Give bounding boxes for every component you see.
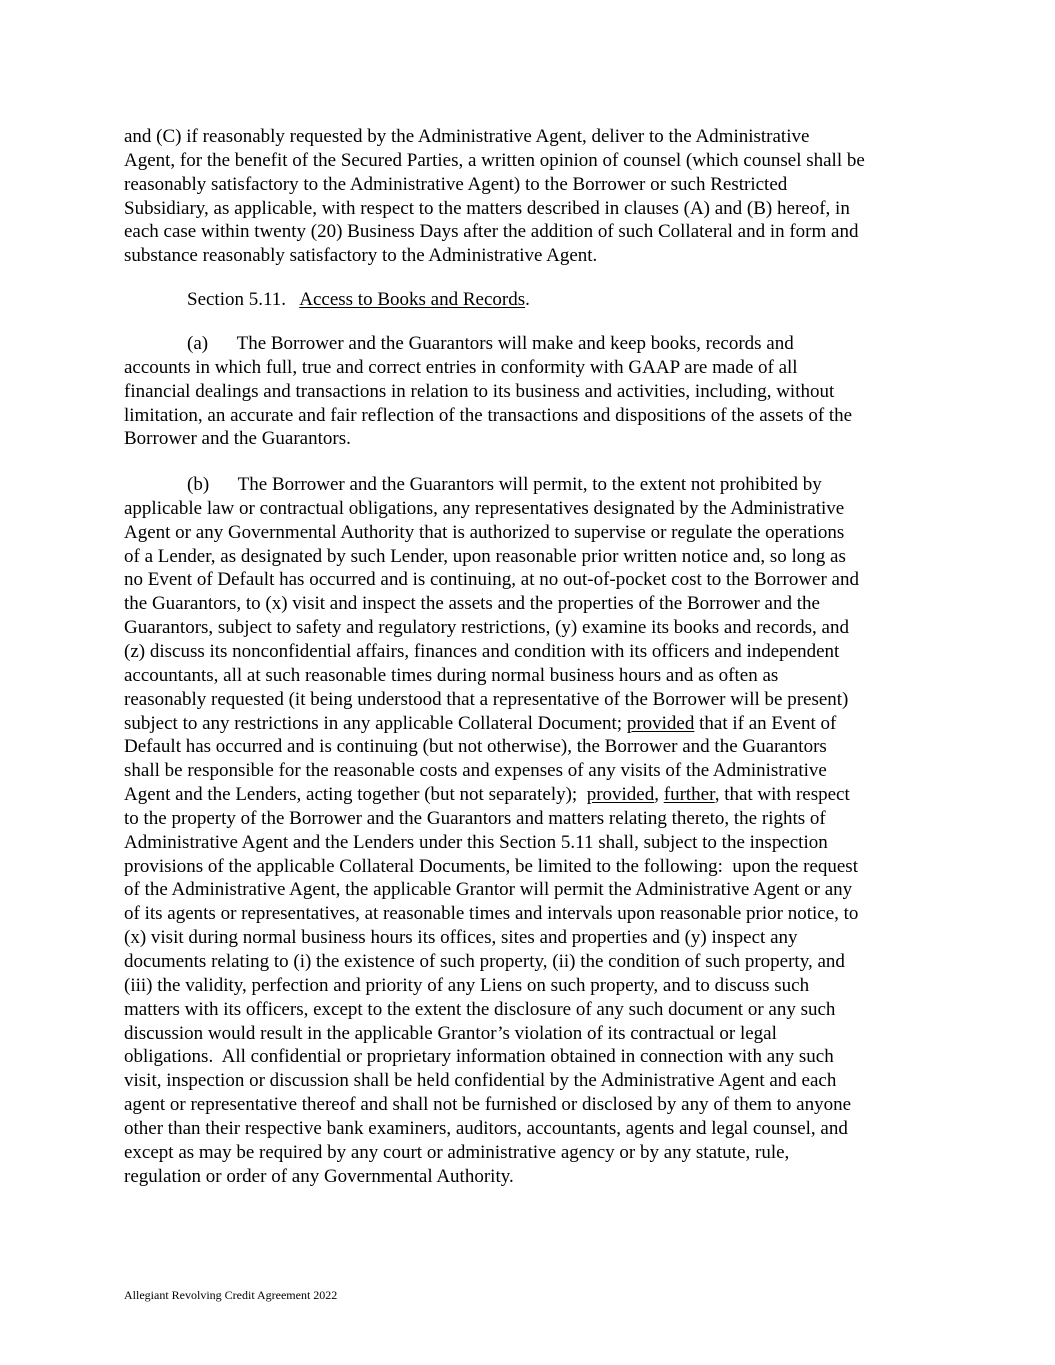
text-segment: (iii) the validity, perfection and priority of any Liens on such property, and to discuss such: [124, 974, 810, 996]
underlined-term: further: [663, 784, 715, 806]
text-segment: of a Lender, as designated by such Lender, upon reasonable prior written notice and, so long as: [124, 545, 846, 567]
text-segment: (a) The Borrower and the Guarantors will make and keep books, records and: [187, 333, 794, 354]
text-line: [124, 1023, 777, 1045]
text-line: [124, 126, 809, 148]
text-line: [124, 999, 835, 1021]
text-line: [124, 1070, 836, 1092]
text-segment: each case within twenty (20) Business Days after the addition of such Collateral and in form and: [124, 221, 859, 243]
text-segment: agent or representative thereof and shall not be furnished or disclosed by any of them to anyone: [124, 1094, 852, 1116]
text-line: [124, 546, 846, 568]
text-line: [124, 951, 845, 973]
text-line: [124, 1094, 851, 1116]
text-line: [124, 903, 858, 925]
text-segment: .: [525, 289, 530, 310]
text-line: [124, 1166, 514, 1188]
text-line: [187, 474, 822, 496]
text-line: [187, 333, 794, 355]
text-segment: regulation or order of any Governmental Authority.: [124, 1165, 514, 1187]
text-line: [124, 927, 798, 949]
page-footer: Allegiant Revolving Credit Agreement 2022: [124, 1288, 338, 1302]
text-segment: of the Administrative Agent, the applicable Grantor will permit the Administrative Agent or any: [124, 879, 853, 901]
text-segment: except as may be required by any court or administrative agency or by any statute, rule,: [124, 1141, 790, 1163]
text-segment: reasonably satisfactory to the Administrative Agent) to the Borrower or such Restricted: [124, 173, 788, 195]
text-segment: to the property of the Borrower and the Guarantors and matters relating thereto, the rights of: [124, 807, 826, 829]
text-segment: reasonably requested (it being understood that a representative of the Borrower will be present): [124, 688, 849, 710]
text-line: [124, 617, 849, 639]
text-segment: applicable law or contractual obligations, any representatives designated by the Administrative: [124, 497, 845, 519]
text-segment: discussion would result in the applicable Grantor’s violation of its contractual or legal: [124, 1022, 777, 1044]
text-segment: the Guarantors, to (x) visit and inspect the assets and the properties of the Borrower and the: [124, 593, 820, 615]
text-segment: Default has occurred and is continuing (but not otherwise), the Borrower and the Guarantors: [124, 736, 827, 758]
text-segment: accounts in which full, true and correct entries in conformity with GAAP are made of all: [124, 356, 798, 378]
text-line: [124, 832, 828, 854]
text-segment: of its agents or representatives, at reasonable times and intervals upon reasonable prior notice, to: [124, 903, 859, 925]
text-segment: financial dealings and transactions in relation to its business and activities, including, without: [124, 380, 835, 402]
text-line: [124, 784, 850, 806]
text-line: [124, 1118, 848, 1140]
text-line: [124, 1142, 789, 1164]
text-line: [124, 150, 865, 172]
text-segment: substance reasonably satisfactory to the Administrative Agent.: [124, 245, 598, 267]
text-segment: Subsidiary, as applicable, with respect to the matters described in clauses (A) and (B) hereof, in: [124, 197, 850, 219]
text-line: [124, 665, 778, 687]
text-line: [124, 522, 844, 544]
text-segment: Guarantors, subject to safety and regulatory restrictions, (y) examine its books and records, and: [124, 617, 849, 639]
text-line: [187, 289, 530, 311]
text-segment: , that with respect: [714, 784, 850, 806]
text-line: [124, 641, 839, 663]
text-segment: shall be responsible for the reasonable costs and expenses of any visits of the Administrative: [124, 760, 827, 782]
text-segment: (x) visit during normal business hours its offices, sites and properties and (y) inspect any: [124, 927, 798, 949]
text-segment: provisions of the applicable Collateral Documents, be limited to the following: upon the request: [124, 855, 858, 877]
text-line: [124, 856, 858, 878]
text-line: [124, 498, 844, 520]
text-segment: Agent or any Governmental Authority that is authorized to supervise or regulate the operations: [124, 521, 845, 543]
text-line: [124, 760, 827, 782]
text-line: [124, 428, 351, 450]
underlined-term: Access to Books and Records: [299, 289, 526, 310]
text-line: [124, 569, 859, 591]
text-segment: (z) discuss its nonconfidential affairs, finances and condition with its officers and independent: [124, 640, 840, 662]
text-segment: Section 5.11.: [187, 289, 300, 310]
text-line: [124, 713, 836, 735]
text-line: [124, 1046, 834, 1068]
text-line: [124, 245, 597, 267]
text-segment: ,: [654, 784, 664, 806]
text-segment: Borrower and the Guarantors.: [124, 428, 351, 450]
text-segment: documents relating to (i) the existence of such property, (ii) the condition of such property, and: [124, 951, 845, 972]
text-segment: matters with its officers, except to the extent the disclosure of any such document or any such: [124, 998, 836, 1020]
text-segment: limitation, an accurate and fair reflection of the transactions and dispositions of the assets of the: [124, 404, 853, 426]
text-line: [124, 357, 798, 379]
text-segment: Administrative Agent and the Lenders under this Section 5.11 shall, subject to the inspection: [124, 831, 828, 853]
text-segment: that if an Event of: [694, 712, 837, 734]
text-line: [124, 736, 827, 758]
text-line: [124, 975, 809, 997]
text-segment: no Event of Default has occurred and is continuing, at no out-of-pocket cost to the Borrower and: [124, 569, 859, 591]
text-line: [124, 405, 852, 427]
text-line: [124, 381, 834, 403]
text-segment: accountants, all at such reasonable times during normal business hours and as often as: [124, 664, 779, 686]
text-line: [124, 879, 852, 901]
text-segment: Agent, for the benefit of the Secured Parties, a written opinion of counsel (which counsel shall be: [124, 149, 865, 171]
text-segment: obligations. All confidential or proprietary information obtained in connection with any such: [124, 1046, 834, 1068]
text-line: [124, 593, 820, 615]
text-segment: (b) The Borrower and the Guarantors will permit, to the extent not prohibited by: [187, 474, 822, 495]
text-line: [124, 808, 826, 830]
text-segment: other than their respective bank examiners, auditors, accountants, agents and legal counsel, and: [124, 1117, 848, 1139]
text-line: [124, 221, 858, 243]
text-line: [124, 689, 848, 711]
underlined-term: provided: [626, 712, 695, 734]
text-segment: visit, inspection or discussion shall be held confidential by the Administrative Agent and each: [124, 1070, 837, 1092]
text-segment: subject to any restrictions in any applicable Collateral Document;: [124, 712, 627, 734]
text-line: [124, 174, 787, 196]
text-line: [124, 198, 850, 220]
underlined-term: provided: [586, 784, 655, 806]
text-segment: Agent and the Lenders, acting together (but not separately);: [124, 784, 587, 806]
text-segment: and (C) if reasonably requested by the Administrative Agent, deliver to the Administrative: [124, 126, 810, 147]
